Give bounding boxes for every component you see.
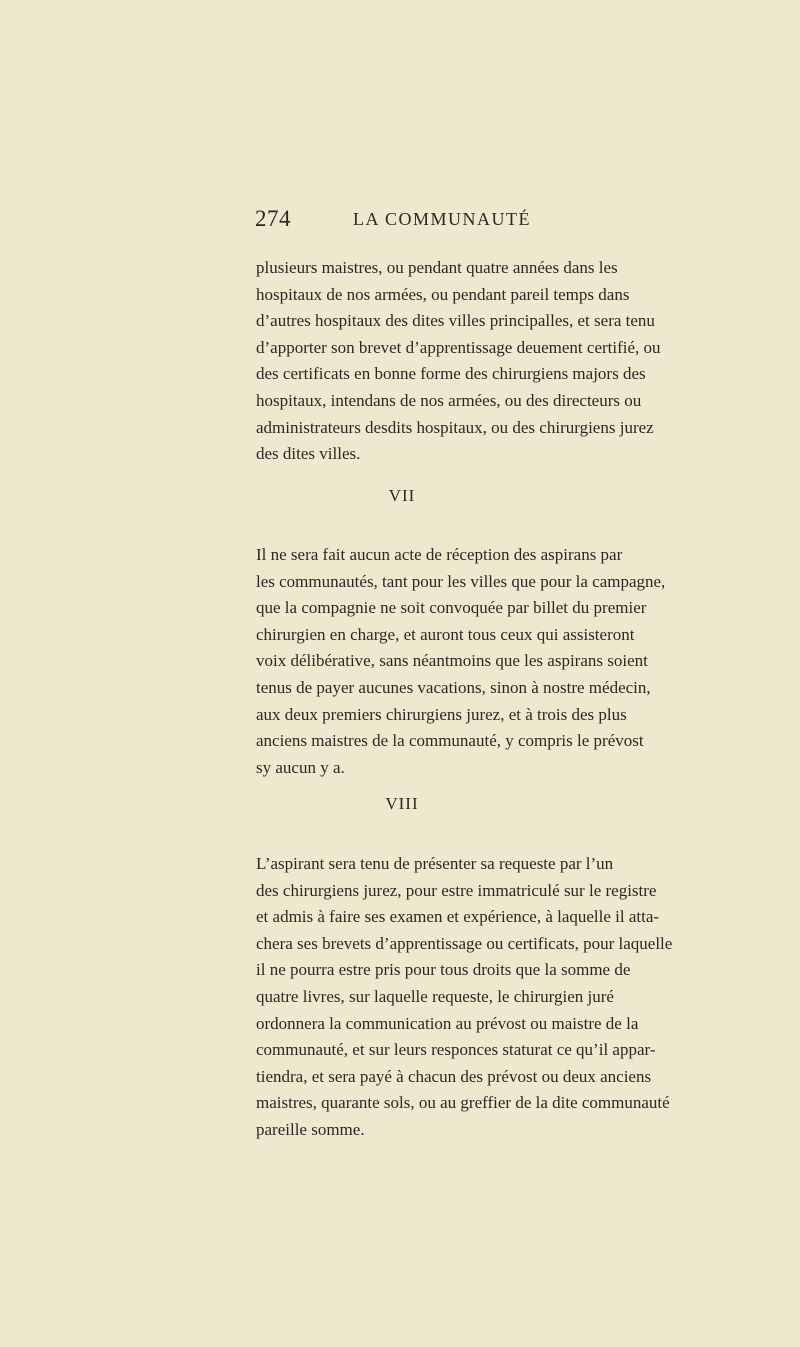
text-line: anciens maistres de la communauté, y compris le prévost xyxy=(256,731,644,751)
text-line: aux deux premiers chirurgiens jurez, et à trois des plus xyxy=(256,704,627,724)
text-line: chera ses brevets d’apprentissage ou certificats, pour laquelle xyxy=(256,933,673,953)
text-line: d’autres hospitaux des dites villes principalles, et sera tenu xyxy=(256,311,655,331)
text-line: L’aspirant sera tenu de présenter sa requeste par l’un xyxy=(256,854,614,873)
text-line: sy aucun y a. xyxy=(256,757,345,777)
text-line: administrateurs desdits hospitaux, ou des chirurgiens jurez xyxy=(256,417,654,437)
text-line: hospitaux, intendans de nos armées, ou des directeurs ou xyxy=(256,390,642,410)
text-line: il ne pourra estre pris pour tous droits que la somme de xyxy=(256,960,631,980)
text-line: plusieurs maistres, ou pendant quatre années dans les xyxy=(256,258,618,277)
text-line: voix délibérative, sans néantmoins que les aspirans soient xyxy=(256,651,648,671)
text-line: pareille somme. xyxy=(256,1119,365,1139)
text-line: communauté, et sur leurs responces staturat ce qu’il appar- xyxy=(256,1040,656,1060)
text-line: et admis à faire ses examen et expérience, à laquelle il atta- xyxy=(256,907,660,927)
text-line: chirurgien en charge, et auront tous ceux qui assisteront xyxy=(256,624,635,644)
paragraph-article-vii xyxy=(256,542,666,781)
paragraph-article-viii xyxy=(256,851,673,1144)
section-heading-viii: VIII xyxy=(385,794,419,813)
text-line: des chirurgiens jurez, pour estre immatriculé sur le registre xyxy=(256,880,657,900)
page-number: 274 xyxy=(255,206,291,231)
text-line: tiendra, et sera payé à chacun des prévost ou deux anciens xyxy=(256,1066,652,1086)
text-line: quatre livres, sur laquelle requeste, le chirurgien juré xyxy=(256,986,614,1006)
text-line: que la compagnie ne soit convoquée par billet du premier xyxy=(256,598,647,618)
text-line: les communautés, tant pour les villes que pour la campagne, xyxy=(256,571,666,591)
text-line: tenus de payer aucunes vacations, sinon à nostre médecin, xyxy=(256,677,651,697)
paragraph-continuation xyxy=(256,255,661,468)
text-line: hospitaux de nos armées, ou pendant pareil temps dans xyxy=(256,284,630,304)
text-line: des dites villes. xyxy=(256,444,361,464)
text-line: d’apporter son brevet d’apprentissage deuement certifié, ou xyxy=(256,337,661,357)
text-line: des certificats en bonne forme des chirurgiens majors des xyxy=(256,364,646,384)
text-line: maistres, quarante sols, ou au greffier de la dite communauté xyxy=(256,1093,670,1113)
section-heading-vii: VII xyxy=(388,486,416,505)
text-line: ordonnera la communication au prévost ou maistre de la xyxy=(256,1013,639,1033)
running-title: LA COMMUNAUTÉ xyxy=(353,209,532,229)
text-line: Il ne sera fait aucun acte de réception des aspirans par xyxy=(256,545,623,564)
